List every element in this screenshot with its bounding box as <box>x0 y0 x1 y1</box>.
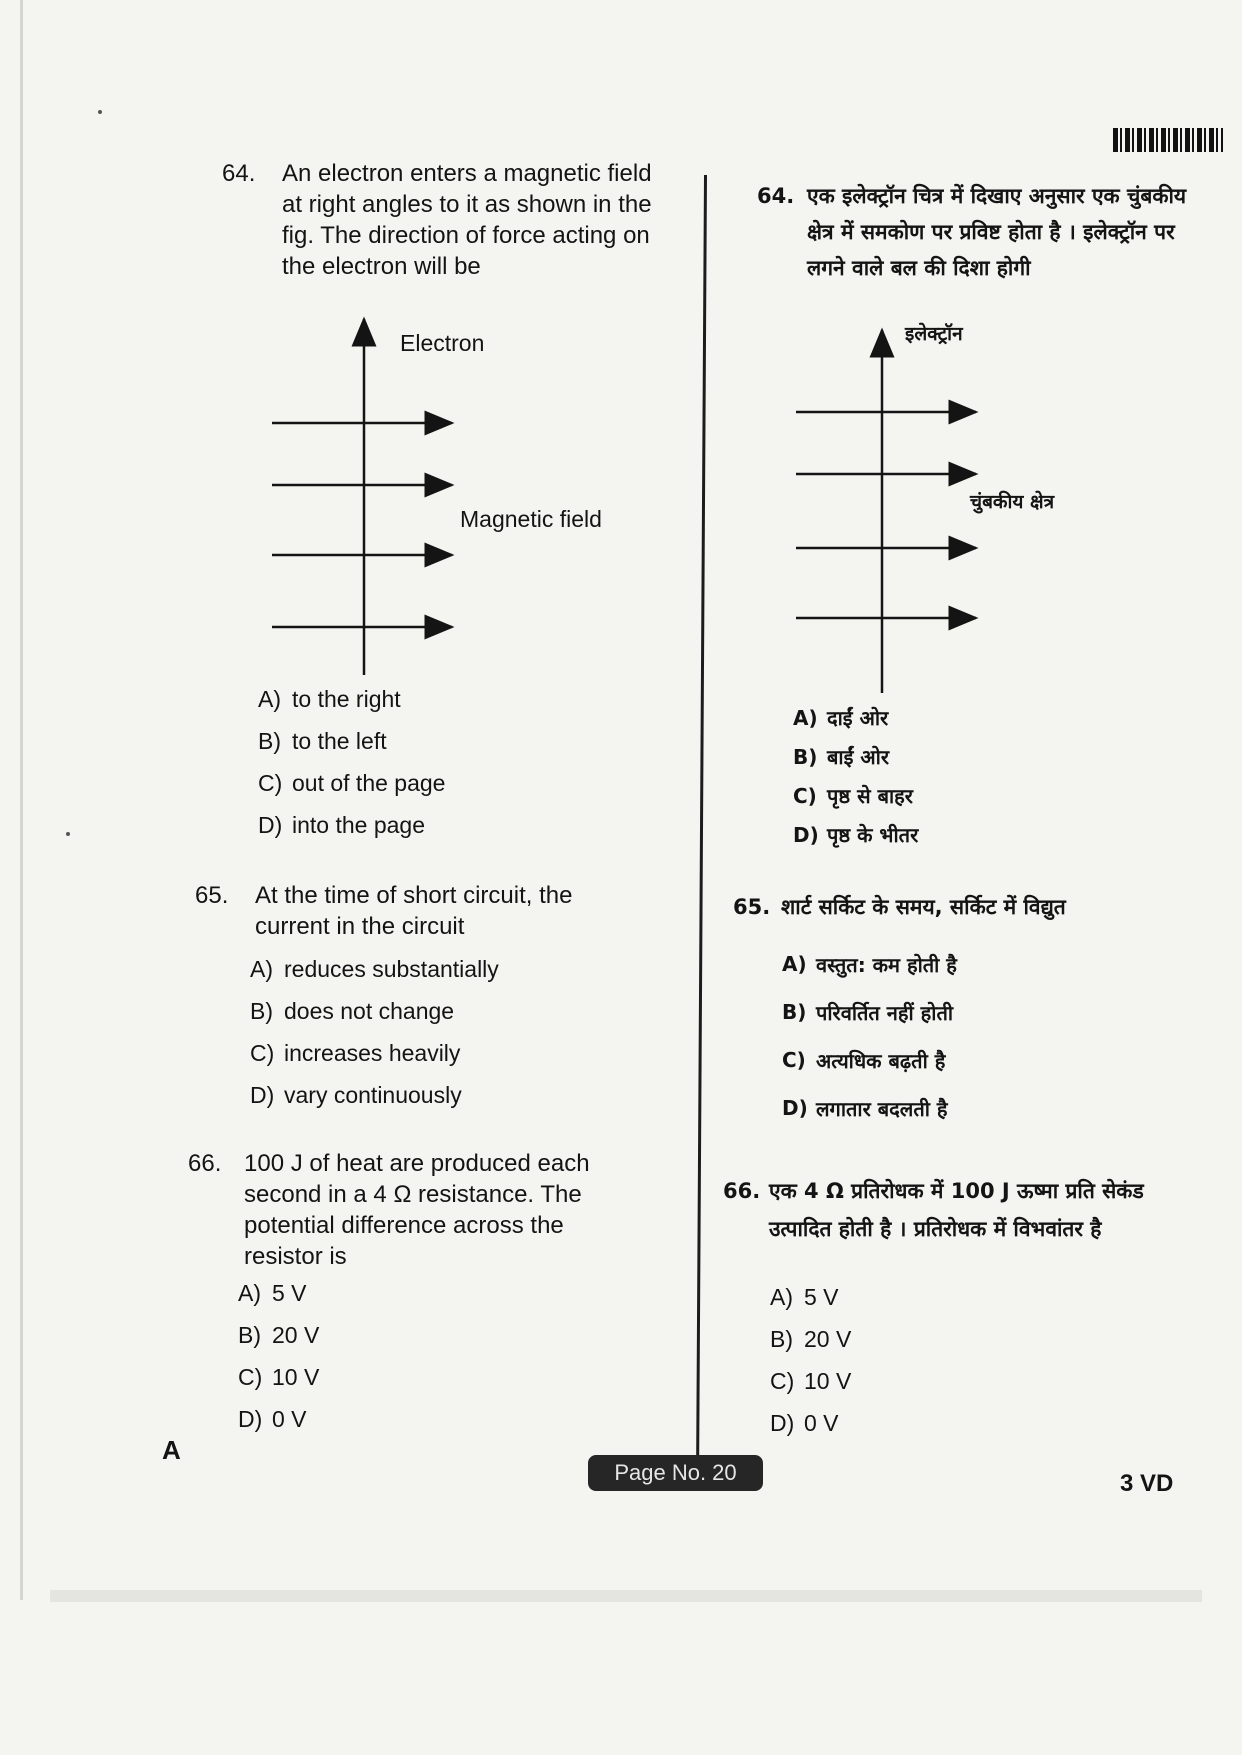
option-label: D) <box>258 811 283 838</box>
question-number: 64. <box>757 184 795 208</box>
option-a[interactable] <box>770 1276 851 1318</box>
option-label: A) <box>250 955 273 982</box>
option-text: to the right <box>292 685 401 712</box>
option-a[interactable] <box>238 1272 319 1314</box>
option-text: अत्यधिक बढ़ती है <box>816 1048 946 1073</box>
option-text: out of the page <box>292 769 446 796</box>
diagram-svg <box>790 318 1130 698</box>
option-b[interactable] <box>770 1318 851 1360</box>
option-label: C) <box>238 1363 263 1390</box>
option-d[interactable] <box>258 804 445 846</box>
option-b[interactable] <box>793 737 918 776</box>
option-b[interactable] <box>782 988 957 1036</box>
question-text: एक 4 Ω प्रतिरोधक में 100 J ऊष्मा प्रति सेकंड उत्पादित होती है । प्रतिरोधक में विभवांतर है <box>769 1179 1144 1241</box>
question-64-en <box>222 158 682 298</box>
question-number: 64. <box>222 160 256 187</box>
option-a[interactable] <box>258 678 445 720</box>
option-label: C) <box>782 1048 806 1072</box>
option-d[interactable] <box>250 1074 499 1116</box>
page-edge-shadow <box>20 0 23 1600</box>
option-c[interactable] <box>770 1360 851 1402</box>
option-label: A) <box>793 705 818 730</box>
option-a[interactable] <box>250 948 499 990</box>
options-64-en <box>258 678 445 846</box>
question-text: An electron enters a magnetic field at right angles to it as shown in the fig. The direction of force acting on the electron will be <box>282 160 652 280</box>
option-a[interactable] <box>782 940 957 988</box>
electron-label: इलेक्ट्रॉन <box>905 323 963 345</box>
option-label: B) <box>782 1000 807 1024</box>
option-text: increases heavily <box>284 1039 461 1066</box>
speck <box>66 832 70 836</box>
option-label: D) <box>770 1409 795 1436</box>
option-d[interactable] <box>793 815 918 854</box>
option-text: 20 V <box>272 1321 320 1348</box>
option-text: 0 V <box>804 1409 839 1436</box>
option-b[interactable] <box>258 720 445 762</box>
question-66-en <box>188 1148 658 1278</box>
question-text: शार्ट सर्किट के समय, सर्किट में विद्युत <box>781 895 1066 919</box>
question-text: 100 J of heat are produced each second in a 4 Ω resistance. The potential difference across the resistor is <box>244 1150 590 1270</box>
option-label: A) <box>258 685 281 712</box>
options-65-en <box>250 948 499 1116</box>
option-text: does not change <box>284 997 455 1024</box>
option-text: into the page <box>292 811 426 838</box>
question-number: 65. <box>733 895 771 919</box>
option-text: पृष्ठ से बाहर <box>827 784 913 808</box>
question-number: 65. <box>195 882 229 909</box>
option-text: वस्तुत: कम होती है <box>816 952 957 977</box>
option-label: C) <box>793 783 817 808</box>
option-c[interactable] <box>250 1032 499 1074</box>
question-64-hi <box>757 178 1207 288</box>
options-66-hi <box>770 1276 851 1444</box>
option-label: B) <box>250 997 273 1024</box>
options-64-hi <box>793 698 918 854</box>
option-text: लगातार बदलती है <box>816 1096 948 1121</box>
option-b[interactable] <box>238 1314 319 1356</box>
question-66-hi <box>723 1172 1193 1252</box>
option-text: 5 V <box>272 1279 307 1306</box>
option-label: C) <box>250 1039 275 1066</box>
option-label: B) <box>793 744 818 769</box>
option-d[interactable] <box>782 1084 957 1132</box>
page-number-badge: Page No. 20 <box>588 1455 763 1491</box>
electron-field-diagram-hi <box>790 318 1130 703</box>
option-d[interactable] <box>238 1398 319 1440</box>
option-text: 10 V <box>272 1363 320 1390</box>
option-text: पृष्ठ के भीतर <box>827 823 919 847</box>
speck <box>98 110 102 114</box>
option-label: C) <box>770 1367 795 1394</box>
electron-field-diagram-en <box>260 315 660 705</box>
question-number: 66. <box>188 1150 222 1177</box>
option-text: vary continuously <box>284 1081 462 1108</box>
option-text: 5 V <box>804 1283 839 1310</box>
option-text: 20 V <box>804 1325 852 1352</box>
booklet-code: 3 VD <box>1120 1470 1174 1497</box>
option-c[interactable] <box>793 776 918 815</box>
option-c[interactable] <box>782 1036 957 1084</box>
column-divider <box>696 175 707 1475</box>
page-bottom-band <box>50 1590 1202 1602</box>
diagram-svg <box>260 315 660 700</box>
option-text: 10 V <box>804 1367 852 1394</box>
option-label: A) <box>238 1279 261 1306</box>
barcode-icon <box>1113 128 1223 152</box>
option-label: A) <box>782 952 807 976</box>
options-66-en <box>238 1272 319 1440</box>
option-label: C) <box>258 769 283 796</box>
booklet-series: A <box>162 1435 181 1465</box>
option-label: D) <box>238 1405 263 1432</box>
option-text: बाईं ओर <box>827 745 890 769</box>
question-65-hi <box>733 892 1203 932</box>
options-65-hi <box>782 940 957 1132</box>
option-text: reduces substantially <box>284 955 499 982</box>
option-label: D) <box>250 1081 275 1108</box>
question-text: At the time of short circuit, the current in the circuit <box>255 882 573 940</box>
option-text: 0 V <box>272 1405 307 1432</box>
magnetic-field-label: Magnetic field <box>460 506 602 532</box>
option-label: D) <box>793 822 819 847</box>
option-a[interactable] <box>793 698 918 737</box>
option-c[interactable] <box>258 762 445 804</box>
option-label: D) <box>782 1096 808 1120</box>
magnetic-field-label: चुंबकीय क्षेत्र <box>970 491 1055 513</box>
option-label: B) <box>770 1325 793 1352</box>
option-label: B) <box>238 1321 261 1348</box>
option-label: A) <box>770 1283 793 1310</box>
question-number: 66. <box>723 1179 761 1203</box>
option-text: दाईं ओर <box>827 706 889 730</box>
option-label: B) <box>258 727 281 754</box>
question-text: एक इलेक्ट्रॉन चित्र में दिखाए अनुसार एक चुंबकीय क्षेत्र में समकोण पर प्रविष्ट होता है । इलेक्ट्रॉन पर लगने वाले बल की दिशा होगी <box>807 184 1187 280</box>
option-text: परिवर्तित नहीं होती <box>816 1000 954 1025</box>
option-text: to the left <box>292 727 387 754</box>
electron-label: Electron <box>400 330 485 356</box>
option-b[interactable] <box>250 990 499 1032</box>
option-c[interactable] <box>238 1356 319 1398</box>
option-d[interactable] <box>770 1402 851 1444</box>
